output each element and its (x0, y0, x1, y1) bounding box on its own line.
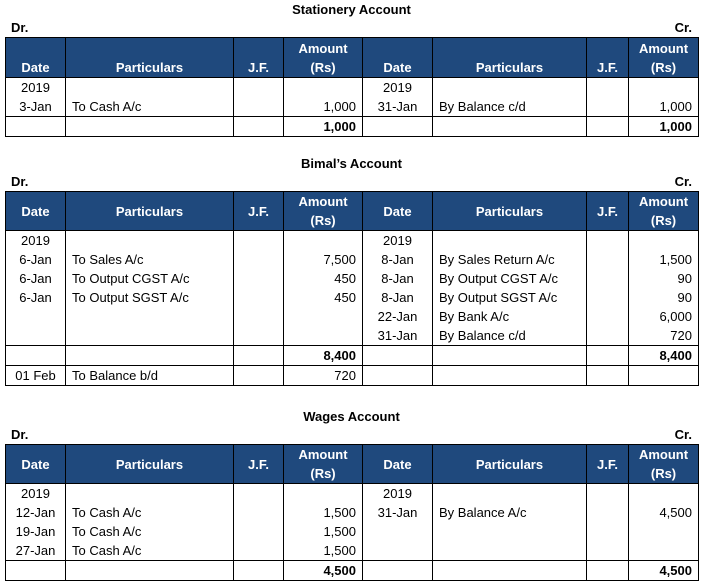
ledger-title: Stationery Account (292, 2, 411, 17)
balance-bd-row: 01 Feb To Balance b/d 720 (6, 366, 699, 386)
col-header-date: Date (363, 192, 433, 231)
dr-cr-labels (5, 426, 698, 444)
dr-cr-labels (5, 173, 698, 191)
ledger-table (5, 37, 699, 137)
col-header-date: Date (6, 192, 66, 231)
table-row: 3-Jan To Cash A/c 1,000 31-Jan By Balance c/d 1,000 (6, 97, 699, 117)
header-row (6, 445, 699, 484)
col-header-amount: Amount (Rs) (629, 445, 699, 484)
col-header-particulars: Particulars (66, 38, 234, 78)
col-header-particulars: Particulars (433, 38, 587, 78)
table-row: 22-Jan By Bank A/c 6,000 (6, 307, 699, 326)
header-row (6, 192, 699, 231)
ledger-bimal (5, 155, 698, 386)
ledger-wages (5, 408, 698, 581)
col-header-jf: J.F. (587, 192, 629, 231)
dr-total: 1,000 (284, 117, 363, 137)
total-row (6, 346, 699, 366)
col-header-amount: Amount (Rs) (629, 192, 699, 231)
col-header-date: Date (6, 38, 66, 78)
cr-label: Cr. (674, 174, 692, 189)
table-row: 6-Jan To Output SGST A/c 450 8-Jan By Output SGST A/c 90 (6, 288, 699, 307)
total-row (6, 561, 699, 581)
col-header-amount: Amount (Rs) (284, 38, 363, 78)
col-header-amount: Amount (Rs) (284, 445, 363, 484)
cr-total: 8,400 (629, 346, 699, 366)
header-row (6, 38, 699, 78)
cr-total: 4,500 (629, 561, 699, 581)
table-row: 19-Jan To Cash A/c 1,500 (6, 522, 699, 541)
table-row: 31-Jan By Balance c/d 720 (6, 326, 699, 346)
col-header-jf: J.F. (587, 445, 629, 484)
dr-label: Dr. (11, 174, 29, 189)
col-header-particulars: Particulars (66, 445, 234, 484)
dr-cr-labels (5, 19, 698, 37)
ledger-table (5, 444, 699, 581)
dr-label: Dr. (11, 427, 29, 442)
col-header-jf: J.F. (234, 38, 284, 78)
table-row: 2019 2019 (6, 484, 699, 504)
col-header-date: Date (363, 445, 433, 484)
table-row: 2019 2019 (6, 231, 699, 251)
ledger-stationery (5, 1, 698, 137)
table-row: 2019 2019 (6, 78, 699, 98)
table-row: 27-Jan To Cash A/c 1,500 (6, 541, 699, 561)
cr-label: Cr. (674, 20, 692, 35)
dr-label: Dr. (11, 20, 29, 35)
ledger-title: Bimal’s Account (301, 156, 402, 171)
col-header-particulars: Particulars (433, 192, 587, 231)
ledger-title: Wages Account (303, 409, 400, 424)
col-header-particulars: Particulars (66, 192, 234, 231)
table-row: 6-Jan To Output CGST A/c 450 8-Jan By Output CGST A/c 90 (6, 269, 699, 288)
ledger-table (5, 191, 699, 386)
dr-total: 4,500 (284, 561, 363, 581)
col-header-jf: J.F. (587, 38, 629, 78)
col-header-date: Date (6, 445, 66, 484)
total-row (6, 117, 699, 137)
col-header-jf: J.F. (234, 445, 284, 484)
table-row: 12-Jan To Cash A/c 1,500 31-Jan By Balance A/c 4,500 (6, 503, 699, 522)
col-header-jf: J.F. (234, 192, 284, 231)
cr-label: Cr. (674, 427, 692, 442)
col-header-particulars: Particulars (433, 445, 587, 484)
table-row: 6-Jan To Sales A/c 7,500 8-Jan By Sales Return A/c 1,500 (6, 250, 699, 269)
cr-total: 1,000 (629, 117, 699, 137)
col-header-amount: Amount (Rs) (629, 38, 699, 78)
dr-total: 8,400 (284, 346, 363, 366)
col-header-amount: Amount (Rs) (284, 192, 363, 231)
col-header-date: Date (363, 38, 433, 78)
